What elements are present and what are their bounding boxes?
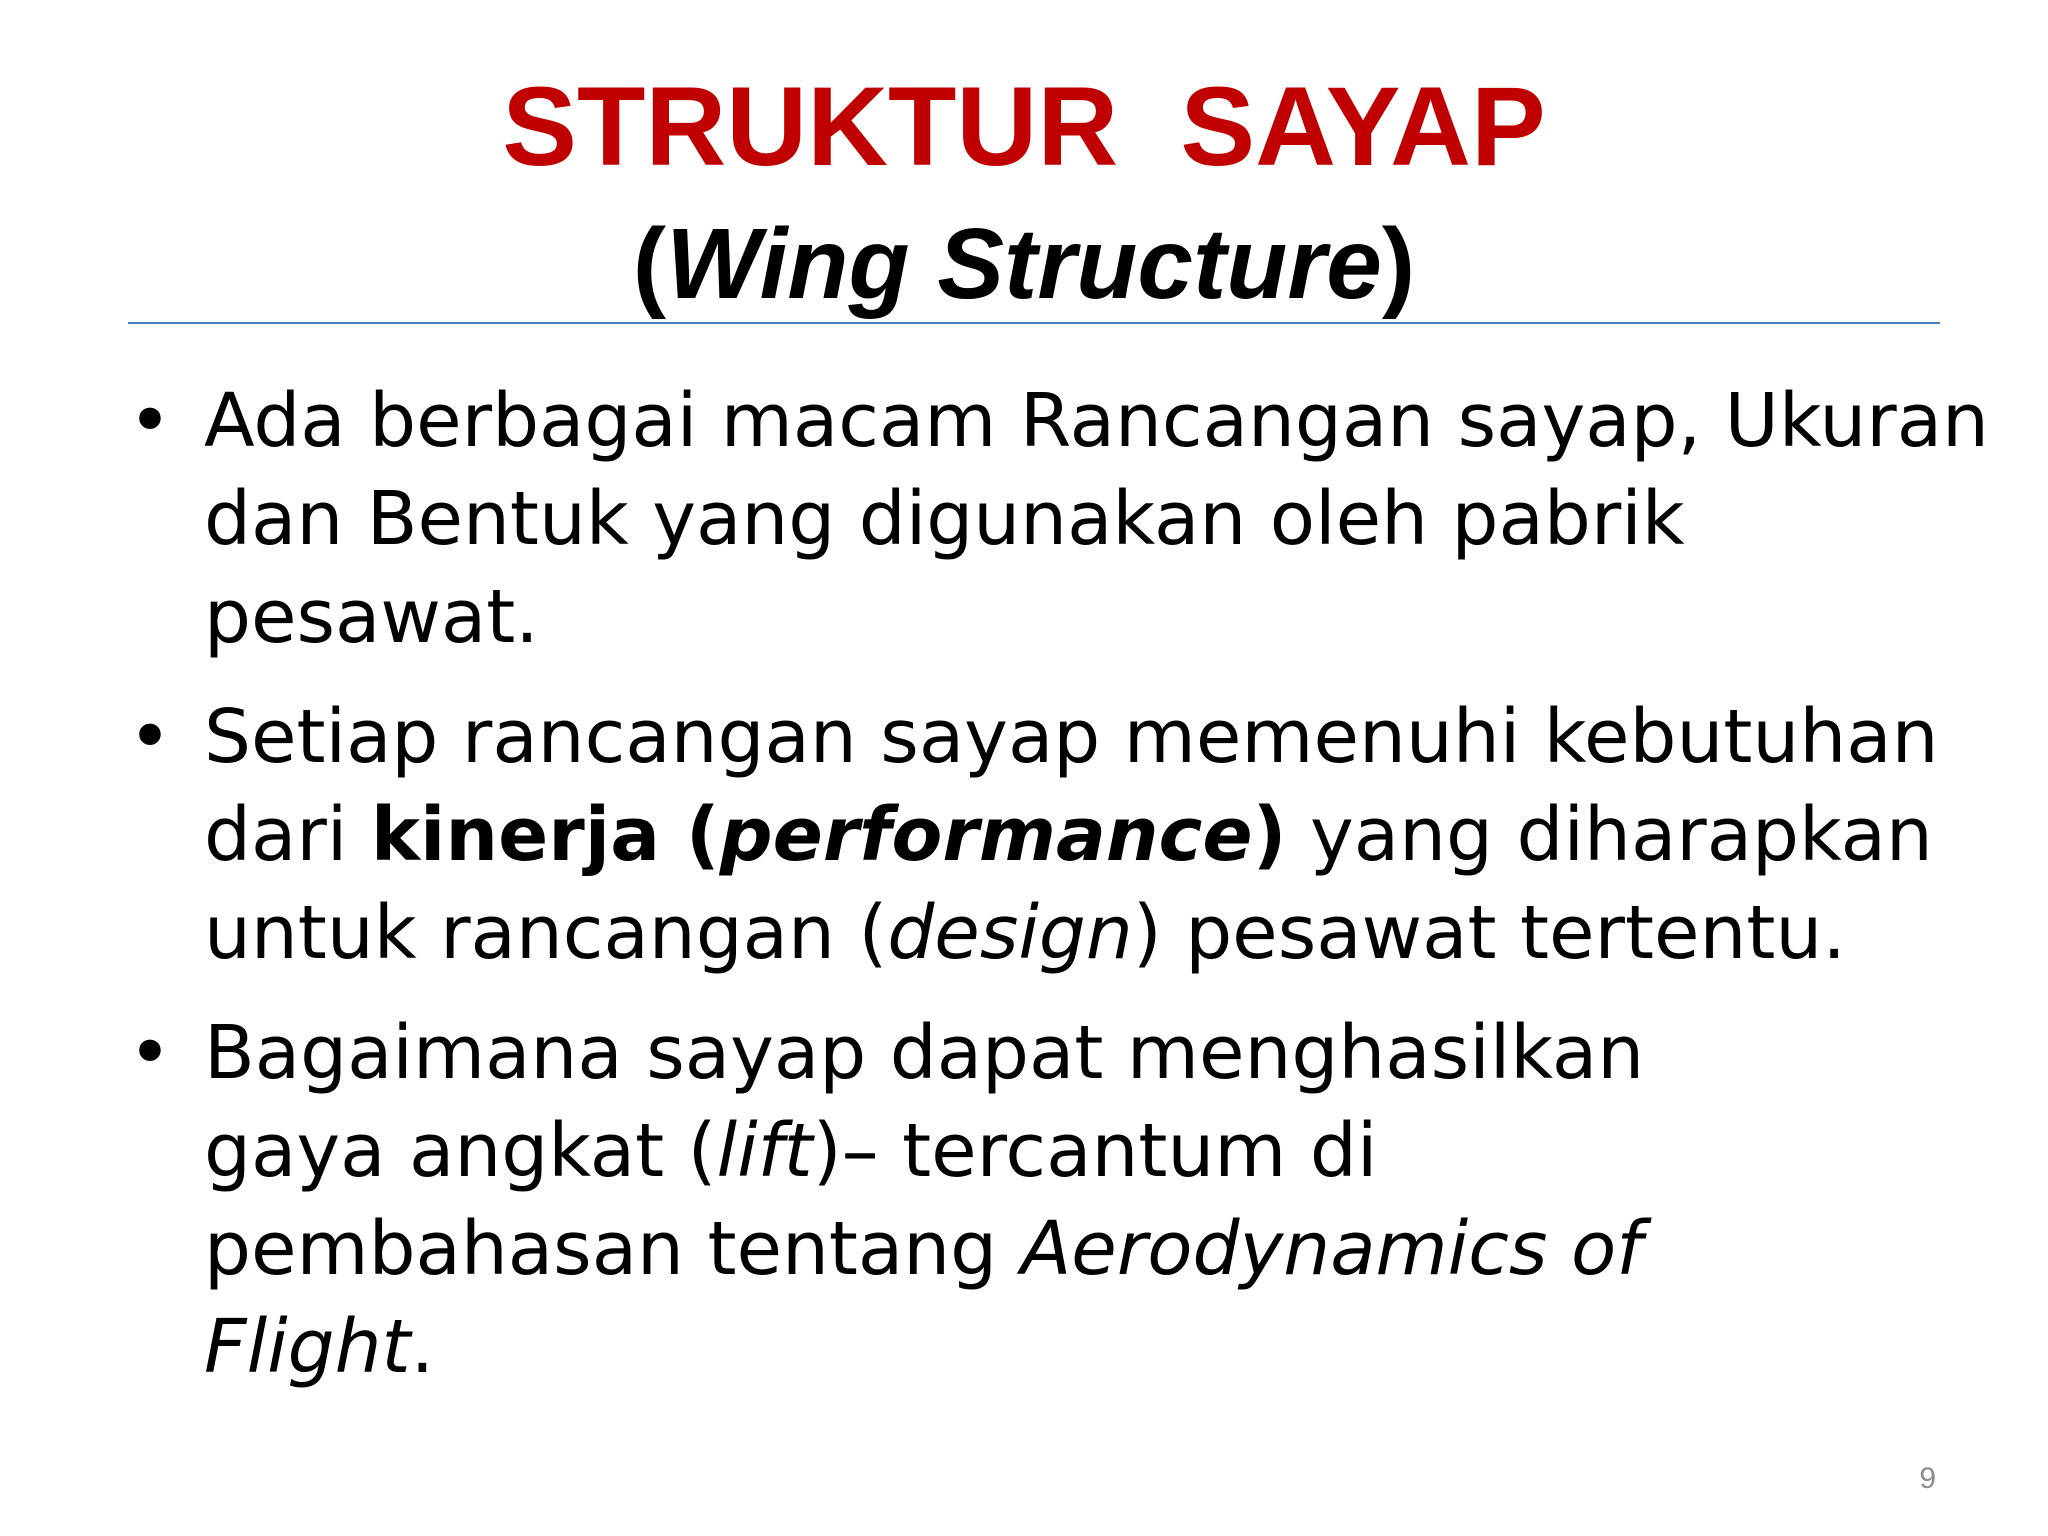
- slide-subtitle: [0, 205, 2048, 323]
- bullet-2-bold-term: [371, 792, 1287, 878]
- bullet-3-line-4-italic: Flight: [204, 1304, 411, 1390]
- subtitle-open-paren: (: [632, 208, 667, 320]
- bullet-2-line-2: [204, 786, 1990, 884]
- bullet-1-line-3: pesawat.: [204, 574, 539, 660]
- bullet-2-bold-pre: kinerja (: [370, 792, 720, 878]
- bullet-2-line-2-pre: dari: [204, 792, 371, 878]
- bullet-item-2: [120, 688, 1990, 982]
- bullet-1-line-2: dan Bentuk yang digunakan oleh pabrik: [204, 476, 1685, 562]
- bullet-3-line-2-pre: gaya angkat (: [204, 1108, 717, 1194]
- bullet-icon: •: [128, 378, 172, 464]
- bullet-2-bold-italic: performance: [719, 792, 1253, 878]
- bullet-3-line-1: Bagaimana sayap dapat menghasilkan: [204, 1010, 1645, 1096]
- bullet-2-bold-post: ): [1252, 792, 1287, 878]
- bullet-3-line-3-pre: pembahasan tentang: [204, 1206, 1021, 1292]
- page-number: 9: [1919, 1462, 1936, 1495]
- bullet-3-line-3-italic: Aerodynamics of: [1020, 1206, 1643, 1292]
- bullet-list: [120, 372, 1990, 1418]
- bullet-3-line-4-post: .: [410, 1304, 435, 1390]
- bullet-2-line-1: Setiap rancangan sayap memenuhi kebutuhan: [204, 694, 1939, 780]
- bullet-2-line-3-italic: design: [887, 890, 1133, 976]
- bullet-3-line-2-post: )– tercantum di: [812, 1108, 1378, 1194]
- title-divider: [128, 322, 1940, 324]
- bullet-item-1: [120, 372, 1990, 666]
- bullet-3-line-3: [204, 1200, 1990, 1298]
- bullet-2-line-3: [204, 884, 1990, 982]
- bullet-3-line-4: [204, 1298, 1990, 1396]
- bullet-icon: •: [128, 694, 172, 780]
- bullet-1-line-1: Ada berbagai macam Rancangan sayap, Ukuran: [204, 378, 1989, 464]
- subtitle-close-paren: ): [1381, 208, 1416, 320]
- subtitle-italic-text: Wing Structure: [666, 208, 1382, 320]
- bullet-item-3: [120, 1004, 1990, 1396]
- slide-title: STRUKTUR SAYAP: [502, 64, 1546, 189]
- bullet-icon: •: [128, 1010, 172, 1096]
- bullet-3-line-2-italic: lift: [716, 1108, 813, 1194]
- bullet-2-line-3-pre: untuk rancangan (: [204, 890, 888, 976]
- bullet-2-line-3-post: ) pesawat tertentu.: [1132, 890, 1846, 976]
- bullet-2-line-2-post: yang diharapkan: [1286, 792, 1933, 878]
- bullet-3-line-2: [204, 1102, 1990, 1200]
